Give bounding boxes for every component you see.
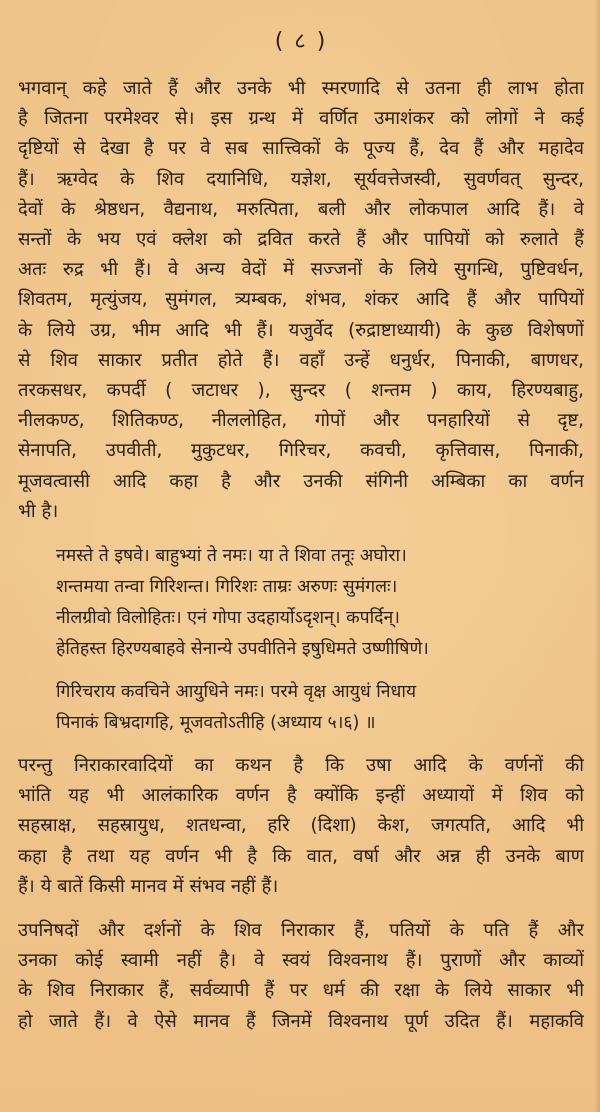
text-line: शिवतम, मृत्युंजय, सुमंगल, त्र्यम्बक, शंभव, शंकर आदि हैं और पापियों [18, 289, 584, 311]
verse-block-1 [18, 541, 584, 665]
page-edge-shadow [594, 0, 600, 1112]
verse-line: शन्तमया तन्वा गिरिशन्त। गिरिशः ताम्रः अरुणः सुमंगलः। [56, 577, 398, 598]
text-line: हैं। ये बातें किसी मानव में संभव नहीं हैं। [18, 875, 279, 897]
text-line: के शिव निराकार हैं, सर्वव्यापी हैं पर धर्म की रक्षा के लिये साकार भी [18, 980, 584, 1002]
verse-line: नीलग्रीवो विलोहितः। एनं गोपा उदहार्योऽदृशन्। कपर्दिन्। [56, 608, 400, 629]
text-line: के लिये उग्र, भीम आदि भी हैं। यजुर्वेद (रुद्राष्टाध्यायी) के कुछ विशेषणों [18, 319, 584, 341]
text-line: हैं। ऋग्वेद के शिव दयानिधि, यज्ञेश, सूर्यवत्तेजस्वी, सुवर्णवत् सुन्दर, [18, 168, 584, 190]
text-line: उनका कोई स्वामी नहीं है। वे स्वयं विश्वनाथ हैं। पुराणों और काव्यों [18, 950, 584, 972]
paragraph-3 [18, 916, 584, 1037]
text-line: भी है। [18, 500, 59, 522]
text-line: तरकसधर, कपर्दी ( जटाधर ), सुन्दर ( शन्तम ) काय, हिरण्यबाहु, [18, 380, 584, 402]
text-line: परन्तु निराकारवादियों का कथन है कि उषा आदि के वर्णनों की [18, 755, 584, 777]
text-line: सेनापति, उपवीती, मुकुटधर, गिरिचर, कवची, कृत्तिवास, पिनाकी, [18, 440, 584, 462]
text-line: से शिव साकार प्रतीत होते हैं। वहाँ उन्हें धनुर्धर, पिनाकी, बाणधर, [18, 349, 584, 371]
text-line: भांति यह भी आलंकारिक वर्णन है क्योंकि इन्हीं अध्यायों में शिव को [18, 785, 584, 807]
verse-line: नमस्ते ते इषवे। बाहुभ्यां ते नमः। या ते शिवा तनूः अघोरा। [56, 546, 407, 567]
text-line: हो जाते हैं। वे ऐसे मानव हैं जिनमें विश्वनाथ पूर्ण उदित हैं। महाकवि [18, 1010, 584, 1032]
page-number: ( ८ ) [274, 29, 328, 54]
text-line: उपनिषदों और दर्शनों के शिव निराकार हैं, पतियों के पति हैं और [18, 920, 584, 942]
verse-block-2 [18, 677, 584, 739]
verse-line: हेतिहस्त हिरण्यबाहवे सेनान्ये उपवीतिने इषुधिमते उष्णीषिणे। [56, 639, 429, 660]
text-line: मूजवत्वासी आदि कहा है और उनकी संगिनी अम्बिका का वर्णन [18, 470, 584, 492]
text-line: है जितना परमेश्वर से। इस ग्रन्थ में वर्णित उमाशंकर को लोगों ने कई [18, 108, 584, 130]
paragraph-2 [18, 751, 584, 902]
text-line: देवों के श्रेष्ठधन, वैद्यनाथ, मरुत्पिता, बली और लोकपाल आदि हैं। वे [18, 198, 584, 220]
text-line: अतः रुद्र भी हैं। वे अन्य वेदों में सज्जनों के लिये सुगन्धि, पुष्टिवर्धन, [18, 259, 584, 281]
verse-line: पिनाकं बिभ्रदागहि, मूजवतोऽतीहि (अध्याय ५।६) ॥ [56, 713, 376, 734]
text-line: कहा है तथा यह वर्णन भी है कि वात, वर्षा और अन्न ही उनके बाण [18, 845, 584, 867]
text-line: दृष्टियों से देखा है पर वे सब सात्त्विकों के पूज्य हैं, देव हैं और महादेव [18, 138, 584, 160]
paragraph-1 [18, 74, 584, 527]
text-line: सन्तों के भय एवं क्लेश को द्रवित करते हैं और पापियों को रुलाते हैं [18, 229, 584, 251]
text-line: भगवान् कहे जाते हैं और उनके भी स्मरणादि से उतना ही लाभ होता [18, 78, 584, 99]
text-line: नीलकण्ठ, शितिकण्ठ, नीललोहित, गोपों और पनहारियों से दृष्ट, [18, 410, 584, 432]
text-line: सहस्राक्ष, सहस्रायुध, शतधन्वा, हरि (दिशा) केश, जगत्पति, आदि भी [18, 815, 584, 837]
verse-line: गिरिचराय कवचिने आयुधिने नमः। परमे वृक्ष आयुधं निधाय [56, 682, 417, 703]
